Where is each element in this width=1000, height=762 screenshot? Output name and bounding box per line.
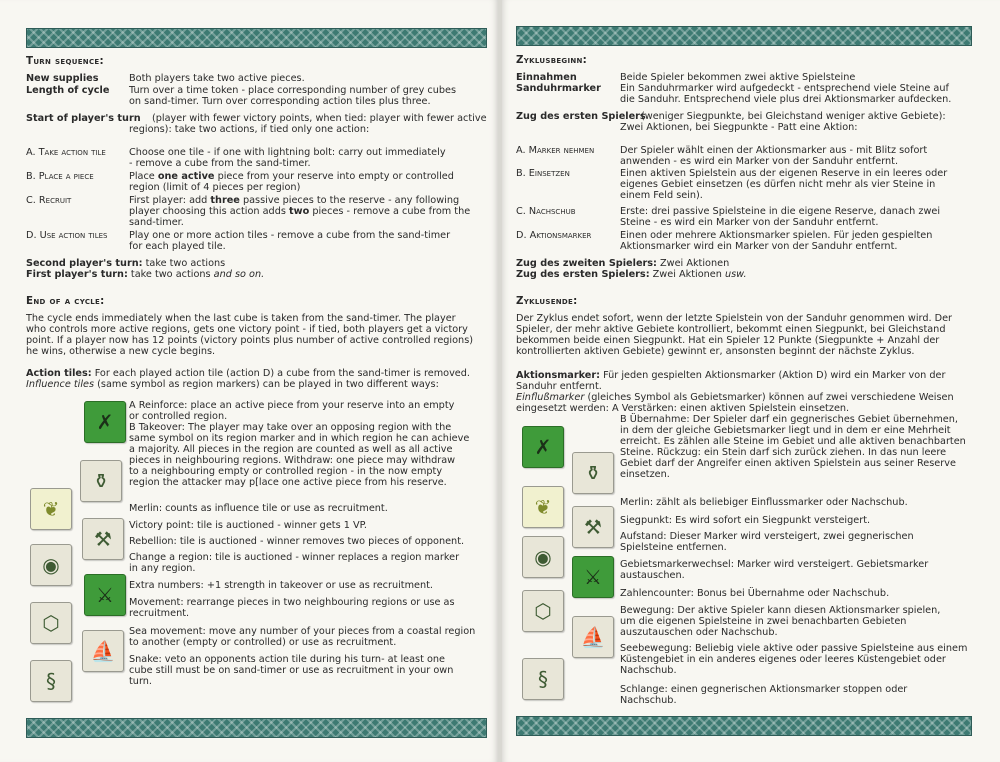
reinforce-2: or controlled region.: [129, 411, 228, 422]
snake-1: Snake: veto an opponents action tile during his turn- at least one: [129, 654, 445, 665]
takeover-3: a majority. All pieces in the region are counted as well as all active: [129, 444, 453, 455]
laurel-1-icon: ❦: [30, 488, 72, 530]
de-crossed-keys-icon: ✗: [522, 426, 564, 468]
action-c-3: sand-timer.: [129, 217, 184, 228]
swords-icon: ⚔: [84, 574, 126, 616]
de-b-1: Einen aktiven Spielstein aus der eigenen Reserve in ein leeres oder: [620, 168, 948, 179]
de-end-3: bekommen beide einen Siegpunkt. Hat ein Spieler 12 Punkte (Siegpunkte + Anzahl der: [516, 335, 940, 346]
action-c-1: First player: add three passive pieces to the reserve - any following: [129, 195, 460, 206]
de-wechsel-2: austauschen.: [620, 570, 685, 581]
action-b-1: Place one active piece from your reserve into empty or controlled: [129, 171, 454, 182]
start-text-2: regions): take two actions, if tied only one action:: [129, 124, 370, 135]
de-ueber-6: einsetzen.: [620, 469, 670, 480]
end-2: who controls more active regions, gets one victory point - if tied, both players get a victory: [26, 324, 468, 335]
action-d-label: D. Use action tiles: [26, 230, 108, 241]
page-english: [0, 0, 498, 762]
de-bewegung-2: um die eigenen Spielsteine in zwei benachbarten Gebieten: [620, 616, 907, 627]
page-german: [502, 0, 1000, 762]
de-merlin: Merlin: zählt als beliebiger Einflussmarker oder Nachschub.: [620, 497, 908, 508]
de-cauldron-icon: ⚱: [572, 452, 614, 494]
end-heading: End of a cycle:: [26, 295, 105, 307]
de-a-label: A. Marker nehmen: [516, 145, 595, 156]
de-ueber-2: in dem der gleiche Gebietsmarker liegt und in dem er eine Mehrheit: [620, 425, 951, 436]
de-wechsel-1: Gebietsmarkerwechsel: Marker wird versteigert. Gebietsmarker: [620, 559, 929, 570]
de-see-1: Seebewegung: Beliebig viele aktive oder passive Spielsteine aus einem: [620, 643, 968, 654]
de-map-icon: ⬡: [522, 590, 564, 632]
de-snake-icon: §: [522, 658, 564, 700]
second-turn: Second player's turn: take two actions: [26, 258, 226, 269]
de-einnahmen-text: Beide Spieler bekommen zwei aktive Spielsteine: [620, 72, 856, 83]
action-tiles-line: Action tiles: For each played action tile (action D) a cube from the sand-timer is removed.: [26, 368, 470, 379]
de-d-1: Einen oder mehrere Aktionsmarker spielen. Für jeden gespielten: [620, 230, 933, 241]
de-bewegung-1: Bewegung: Der aktive Spieler kann diesen Aktionsmarker spielen,: [620, 605, 941, 616]
de-turn-heading: Zyklusbeginn:: [516, 54, 588, 66]
de-aktionsmarker-1: Aktionsmarker: Für jeden gespielten Aktionsmarker (Aktion D) wird ein Marker von der: [516, 370, 946, 381]
de-schlange-1: Schlange: einen gegnerischen Aktionsmarker stoppen oder: [620, 684, 908, 695]
de-zweiten: Zug des zweiten Spielers: Zwei Aktionen: [516, 258, 730, 269]
de-ueber-5: Gebiet darf der Angreifer einen aktiven Spielstein aus seiner Reserve: [620, 458, 956, 469]
de-end-1: Der Zyklus endet sofort, wenn der letzte Spielstein von der Sanduhr genommen wird. Der: [516, 313, 953, 324]
turn-heading: Turn sequence:: [26, 55, 104, 67]
start-label: Start of player's turn: [26, 113, 141, 124]
de-ship-icon: ⛵: [572, 616, 614, 658]
de-ersten: Zug des ersten Spielers: Zwei Aktionen usw.: [516, 269, 747, 280]
length-text-2: on sand-timer. Turn over corresponding action tiles plus three.: [129, 96, 431, 107]
de-end-2: Spieler, der mehr aktive Gebiete kontrolliert, bekommt einen Siegpunkt, bei Gleichstand: [516, 324, 946, 335]
tokens-icon: ◉: [30, 544, 72, 586]
action-a-2: - remove a cube from the sand-timer.: [129, 158, 311, 169]
de-sanduhr-2: die Sanduhr. Entsprechend viele plus drei Aktionsmarker aufdecken.: [620, 94, 952, 105]
crossed-tools-icon: ⚒: [82, 518, 124, 560]
de-a-1: Der Spieler wählt einen der Aktionsmarker aus - mit Blitz sofort: [620, 145, 928, 156]
de-tokens-icon: ◉: [522, 536, 564, 578]
length-text-1: Turn over a time token - place corresponding number of grey cubes: [129, 85, 457, 96]
de-see-3: Nachschub.: [620, 665, 677, 676]
snake-icon: §: [30, 660, 72, 702]
de-zahlen: Zahlencounter: Bonus bei Übernahme oder Nachschub.: [620, 588, 890, 599]
action-c-label: C. Recruit: [26, 195, 72, 206]
de-laurel-1-icon: ❦: [522, 486, 564, 528]
takeover-4: pieces in neighbouring regions. Withdraw: one piece may withdraw: [129, 455, 456, 466]
de-einfluss: Einflußmarker (gleiches Symbol als Gebietsmarker) können auf zwei verschiedene Weisen: [516, 392, 954, 403]
cauldron-icon: ⚱: [80, 460, 122, 502]
de-c-1: Erste: drei passive Spielsteine in die eigene Reserve, danach zwei: [620, 206, 941, 217]
sea-movement-1: Sea movement: move any number of your pieces from a coastal region: [129, 626, 476, 637]
de-b-3: einem Feld sein).: [620, 190, 703, 201]
de-ueber-3: erreicht. Es zählen alle Steine im Gebiet und alle aktiven benachbarten: [620, 436, 966, 447]
de-ueber-1: B Übernahme: Der Spieler darf ein gegnerisches Gebiet übernehmen,: [620, 414, 958, 425]
decorative-band-top: [26, 28, 487, 48]
de-b-2: eigenes Gebiet einsetzen (es dürfen nicht mehr als vier Steine in: [620, 179, 936, 190]
ship-icon: ⛵: [82, 630, 124, 672]
de-b-label: B. Einsetzen: [516, 168, 570, 179]
de-einnahmen-label: Einnahmen: [516, 72, 577, 83]
sea-movement-2: to another (empty or controlled) or use as recruitment.: [129, 637, 397, 648]
de-see-2: Küstengebiet in ein anderes eigenes oder leeres Küstengebiet oder: [620, 654, 946, 665]
new-supplies-text: Both players take two active pieces.: [129, 73, 305, 84]
de-sanduhr-label: Sanduhrmarker: [516, 83, 601, 94]
de-crossed-tools-icon: ⚒: [572, 506, 614, 548]
reinforce-1: A Reinforce: place an active piece from your reserve into an empty: [129, 400, 455, 411]
extra-numbers-text: Extra numbers: +1 strength in takeover or use as recruitment.: [129, 580, 434, 591]
de-end-heading: Zyklusende:: [516, 295, 578, 307]
de-aktionsmarker-2: Sanduhr entfernt.: [516, 381, 602, 392]
snake-3: turn.: [129, 676, 152, 687]
takeover-6: region the attacker may p[lace one active piece from his reserve.: [129, 477, 447, 488]
de-ueber-4: Steine. Rückzug: ein Stein darf sich zurück ziehen. In das nun leere: [620, 447, 947, 458]
change-region-2: in any region.: [129, 563, 196, 574]
action-a-label: A. Take action tile: [26, 147, 106, 158]
influence-line: Influence tiles (same symbol as region markers) can be played in two different ways:: [26, 379, 439, 390]
new-supplies-label: New supplies: [26, 73, 99, 84]
merlin-text: Merlin: counts as influence tile or use as recruitment.: [129, 503, 388, 514]
end-3: point. If a player now has 12 points (victory points plus number of active controlled regions): [26, 335, 474, 346]
length-label: Length of cycle: [26, 85, 110, 96]
de-d-label: D. Aktionsmarker: [516, 230, 592, 241]
start-text-1: (player with fewer victory points, when tied: player with fewer active: [152, 113, 487, 124]
de-swords-icon: ⚔: [572, 556, 614, 598]
action-a-1: Choose one tile - if one with lightning bolt: carry out immediately: [129, 147, 446, 158]
de-siegpunkt: Siegpunkt: Es wird sofort ein Siegpunkt versteigert.: [620, 515, 871, 526]
action-c-2: player choosing this action adds two pieces - remove a cube from the: [129, 206, 471, 217]
de-sanduhr-1: Ein Sanduhrmarker wird aufgedeckt - entsprechend viele Steine auf: [620, 83, 949, 94]
end-4: he wins, otherwise a new cycle begins.: [26, 346, 216, 357]
takeover-2: same symbol on its region marker and in which region he can achieve: [129, 433, 470, 444]
decorative-band-bottom: [26, 718, 487, 738]
decorative-band-top-de: [516, 26, 972, 46]
de-aufstand-1: Aufstand: Dieser Marker wird versteigert, zwei gegnerischen: [620, 531, 914, 542]
movement-2: recruitment.: [129, 608, 190, 619]
de-aufstand-2: Spielsteine entfernen.: [620, 542, 727, 553]
map-icon: ⬡: [30, 602, 72, 644]
de-zug-label: Zug des ersten Spielers: [516, 111, 646, 122]
takeover-1: B Takeover: The player may take over an opposing region with the: [129, 422, 452, 433]
victory-text: Victory point: tile is auctioned - winner gets 1 VP.: [129, 520, 367, 531]
action-b-label: B. Place a piece: [26, 171, 94, 182]
movement-1: Movement: rearrange pieces in two neighbouring regions or use as: [129, 597, 455, 608]
de-end-4: kontrollierten aktiven Gebiete) gewinnt er, ansonsten beginnt der nächste Zyklus.: [516, 346, 915, 357]
action-d-2: for each played tile.: [129, 241, 226, 252]
de-a-2: anwenden - es wird ein Marker von der Sanduhr entfernt.: [620, 156, 899, 167]
crossed-keys-icon: ✗: [84, 401, 126, 443]
de-eingesetzt: eingesetzt werden: A Verstärken: einen aktiven Spielstein einsetzen.: [516, 403, 850, 414]
de-d-2: Aktionsmarker wird ein Marker von der Sanduhr entfernt.: [620, 241, 898, 252]
de-c-2: Steine - es wird ein Marker von der Sanduhr entfernt.: [620, 217, 879, 228]
first-turn: First player's turn: take two actions and so on.: [26, 269, 265, 280]
de-c-label: C. Nachschub: [516, 206, 576, 217]
snake-2: cube still must be on sand-timer or use as recruitment in your own: [129, 665, 454, 676]
de-zug-1: (weniger Siegpunkte, bei Gleichstand weniger aktive Gebiete):: [641, 111, 946, 122]
change-region-1: Change a region: tile is auctioned - winner replaces a region marker: [129, 552, 460, 563]
rebellion-text: Rebellion: tile is auctioned - winner removes two pieces of opponent.: [129, 536, 465, 547]
de-schlange-2: Nachschub.: [620, 695, 677, 706]
action-b-2: region (limit of 4 pieces per region): [129, 182, 301, 193]
action-d-1: Play one or more action tiles - remove a cube from the sand-timer: [129, 230, 451, 241]
takeover-5: to a neighbouring empty or controlled region - in the now empty: [129, 466, 443, 477]
de-bewegung-3: auszutauschen oder Nachschub.: [620, 627, 778, 638]
end-1: The cycle ends immediately when the last cube is taken from the sand-timer. The player: [26, 313, 456, 324]
de-zug-2: Zwei Aktionen, bei Siegpunkte - Patt eine Aktion:: [620, 122, 858, 133]
decorative-band-bottom-de: [516, 716, 972, 736]
